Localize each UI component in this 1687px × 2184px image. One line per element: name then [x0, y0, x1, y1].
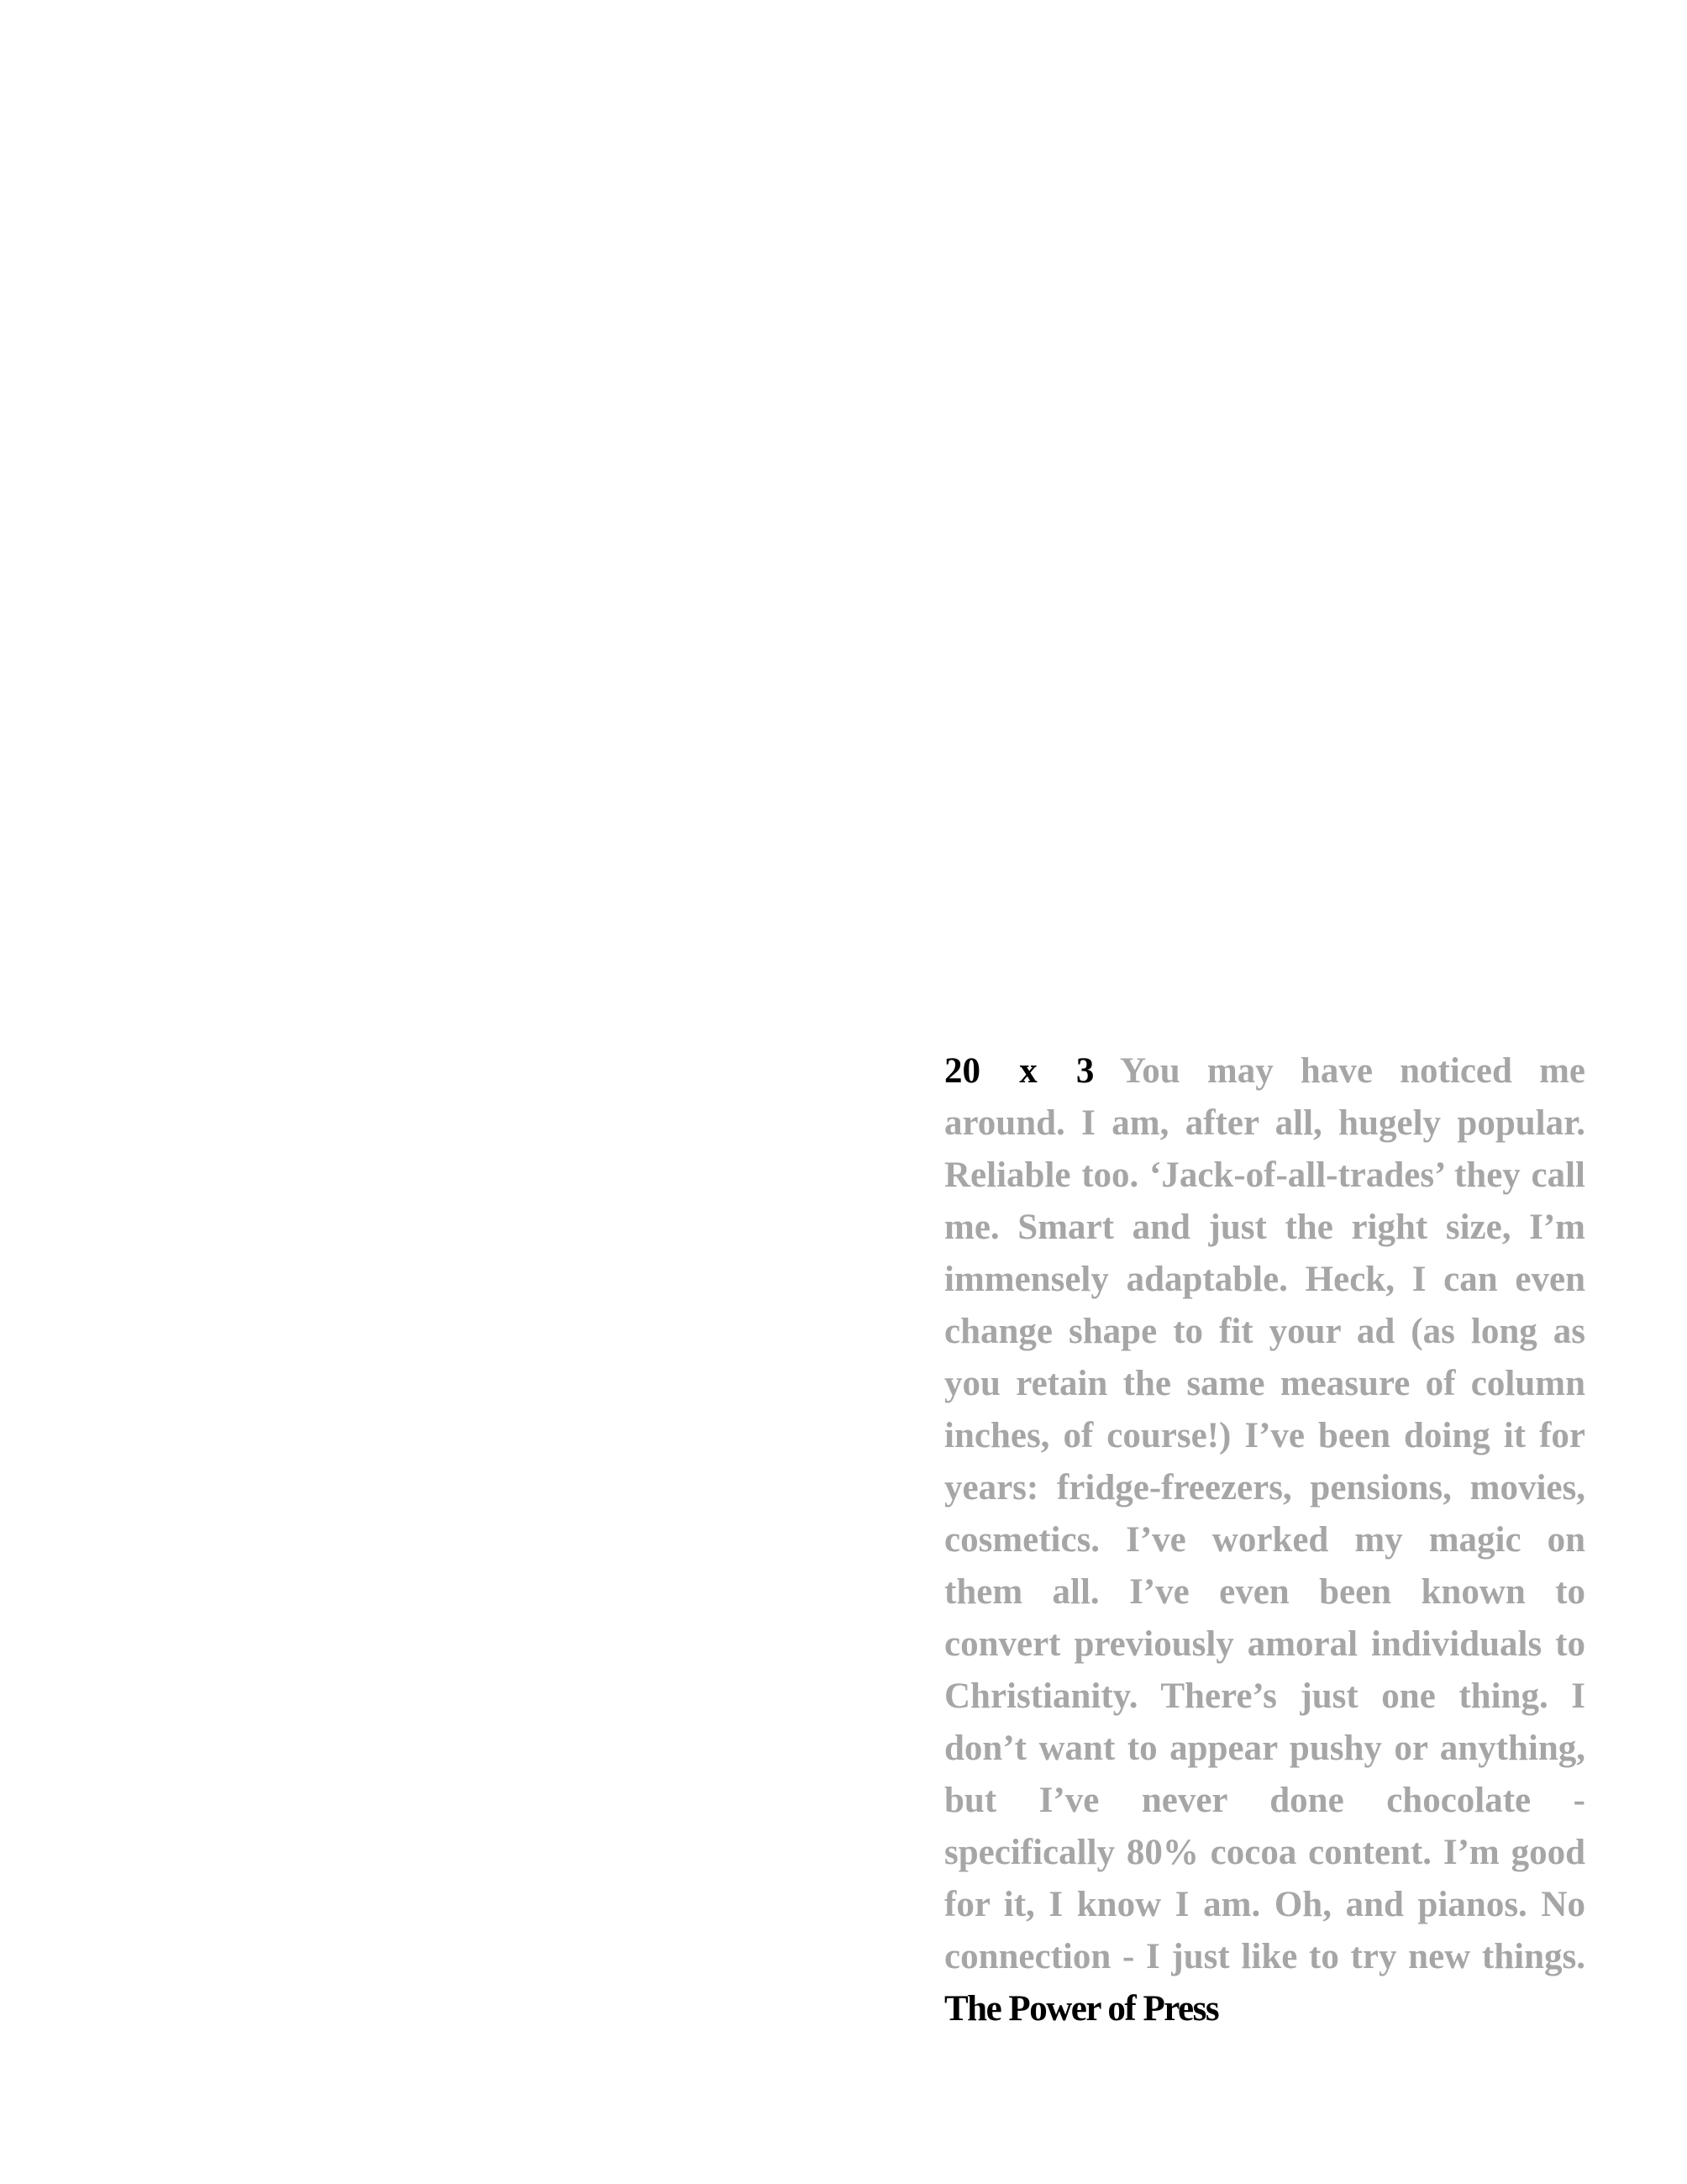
ad-tagline: The Power of Press: [944, 1989, 1219, 2029]
ad-body-text: You may have noticed me around. I am, after all, hugely popular. Reliable too. ‘Jack-of-all-trades’ they call me. Smart and just the right size, I’m immensely adaptable. Heck, I can even change shape to fit your ad (as long as you retain the same measure of column inches, of course!) I’ve been doing it for years: fridge-freezers, pensions, movies, cosmetics. I’ve worked my magic on them all. I’ve even been known to convert previously amoral individuals to Christianity. There’s just one thing. I don’t want to appear pushy or anything, but I’ve never done chocolate - specifically 80% cocoa content. I’m good for it, I know I am. Oh, and pianos. No connection - I just like to try new things.: [944, 1051, 1586, 1976]
ad-copy-paragraph: [944, 1045, 1585, 2035]
ad-lead-heading: 20 x 3: [944, 1051, 1095, 1091]
